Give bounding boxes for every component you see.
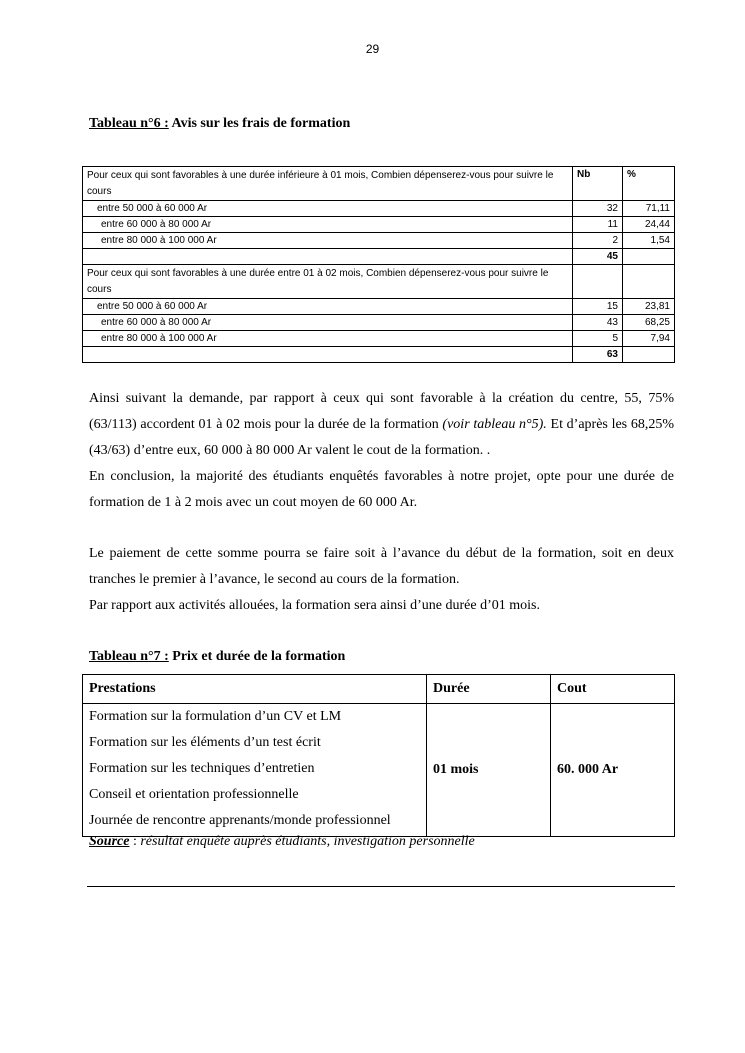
tableau6-caption — [89, 116, 350, 132]
list-item: Journée de rencontre apprenants/monde professionnel — [89, 813, 391, 828]
table-row — [83, 249, 675, 265]
row-pct: 1,54 — [623, 233, 675, 249]
tableau6-caption-title: Avis sur les frais de formation — [168, 116, 351, 131]
tableau6-caption-label: Tableau n°6 : — [89, 116, 169, 131]
list-item: Formation sur la formulation d’un CV et LM — [89, 709, 342, 724]
table-row — [83, 331, 675, 347]
section1-question: Pour ceux qui sont favorables à une durée inférieure à 01 mois, Combien dépenserez-vous pour suivre le cours — [83, 167, 573, 201]
section2-total: 63 — [573, 347, 623, 363]
duration-text: Par rapport aux activités allouées, la formation sera ainsi d’une durée d’01 mois. — [89, 598, 540, 613]
analysis-text: Ainsi suivant la demande, par rapport à ceux qui sont favorable à la création du centre, 55, 75% (63/113) accordent 01 à 02 mois pour la durée de la formation (voir tableau n°5). Et d’après les 68,25% (43/63) d’entre eux, 60 000 à 80 000 Ar valent le cout de la formation. . — [89, 391, 674, 458]
row-nb: 5 — [573, 331, 623, 347]
duree-header: Durée — [427, 675, 551, 704]
list-item: Formation sur les techniques d’entretien — [89, 761, 315, 776]
row-pct: 7,94 — [623, 331, 675, 347]
table-row — [83, 315, 675, 331]
table-row — [83, 299, 675, 315]
col-nb-header: Nb — [573, 167, 623, 201]
row-label: entre 80 000 à 100 000 Ar — [83, 331, 573, 347]
list-item: Formation sur les éléments d’un test écrit — [89, 735, 321, 750]
row-nb: 32 — [573, 201, 623, 217]
table-row — [83, 265, 675, 299]
source-note: Source : résultat enquête auprès étudiants, investigation personnelle — [89, 834, 475, 849]
source-label: Source — [89, 834, 130, 849]
tableau7-table — [82, 674, 675, 837]
row-nb: 43 — [573, 315, 623, 331]
prestations-header: Prestations — [83, 675, 427, 704]
list-item: Conseil et orientation professionnelle — [89, 787, 299, 802]
conclusion-text: En conclusion, la majorité des étudiants enquêtés favorables à notre projet, opte pour une durée de formation de 1 à 2 mois avec un cout moyen de 60 000 Ar. — [89, 469, 674, 510]
row-label: entre 60 000 à 80 000 Ar — [83, 217, 573, 233]
row-pct: 68,25 — [623, 315, 675, 331]
row-pct: 23,81 — [623, 299, 675, 315]
cout-value: 60. 000 Ar — [551, 704, 675, 837]
source-text: résultat enquête auprès étudiants, investigation personnelle — [140, 834, 475, 849]
row-pct: 71,11 — [623, 201, 675, 217]
table-row — [83, 704, 675, 837]
tableau7-caption — [89, 649, 345, 665]
tableau6-table — [82, 166, 675, 363]
analysis-paragraph — [89, 386, 674, 516]
section1-total: 45 — [573, 249, 623, 265]
table-row — [83, 233, 675, 249]
divider — [87, 886, 675, 887]
table-row — [83, 167, 675, 201]
table-header-row — [83, 675, 675, 704]
tableau7-caption-title: Prix et durée de la formation — [168, 649, 346, 664]
row-nb: 11 — [573, 217, 623, 233]
row-pct: 24,44 — [623, 217, 675, 233]
payment-text: Le paiement de cette somme pourra se faire soit à l’avance du début de la formation, soit en deux tranches le premier à l’avance, le second au cours de la formation. — [89, 546, 674, 587]
col-pct-header: % — [623, 167, 675, 201]
tableau7-caption-label: Tableau n°7 : — [89, 649, 169, 664]
table-row — [83, 217, 675, 233]
row-label: entre 50 000 à 60 000 Ar — [83, 299, 573, 315]
section2-question: Pour ceux qui sont favorables à une durée entre 01 à 02 mois, Combien dépenserez-vous pour suivre le cours — [83, 265, 573, 299]
payment-paragraph — [89, 541, 674, 619]
duree-value: 01 mois — [427, 704, 551, 837]
cout-header: Cout — [551, 675, 675, 704]
row-label: entre 60 000 à 80 000 Ar — [83, 315, 573, 331]
row-nb: 15 — [573, 299, 623, 315]
page-number: 29 — [365, 42, 380, 56]
table-row — [83, 347, 675, 363]
table-reference: (voir tableau n°5). — [442, 417, 547, 432]
row-label: entre 50 000 à 60 000 Ar — [83, 201, 573, 217]
table-row — [83, 201, 675, 217]
prestations-list — [83, 704, 427, 837]
row-label: entre 80 000 à 100 000 Ar — [83, 233, 573, 249]
row-nb: 2 — [573, 233, 623, 249]
